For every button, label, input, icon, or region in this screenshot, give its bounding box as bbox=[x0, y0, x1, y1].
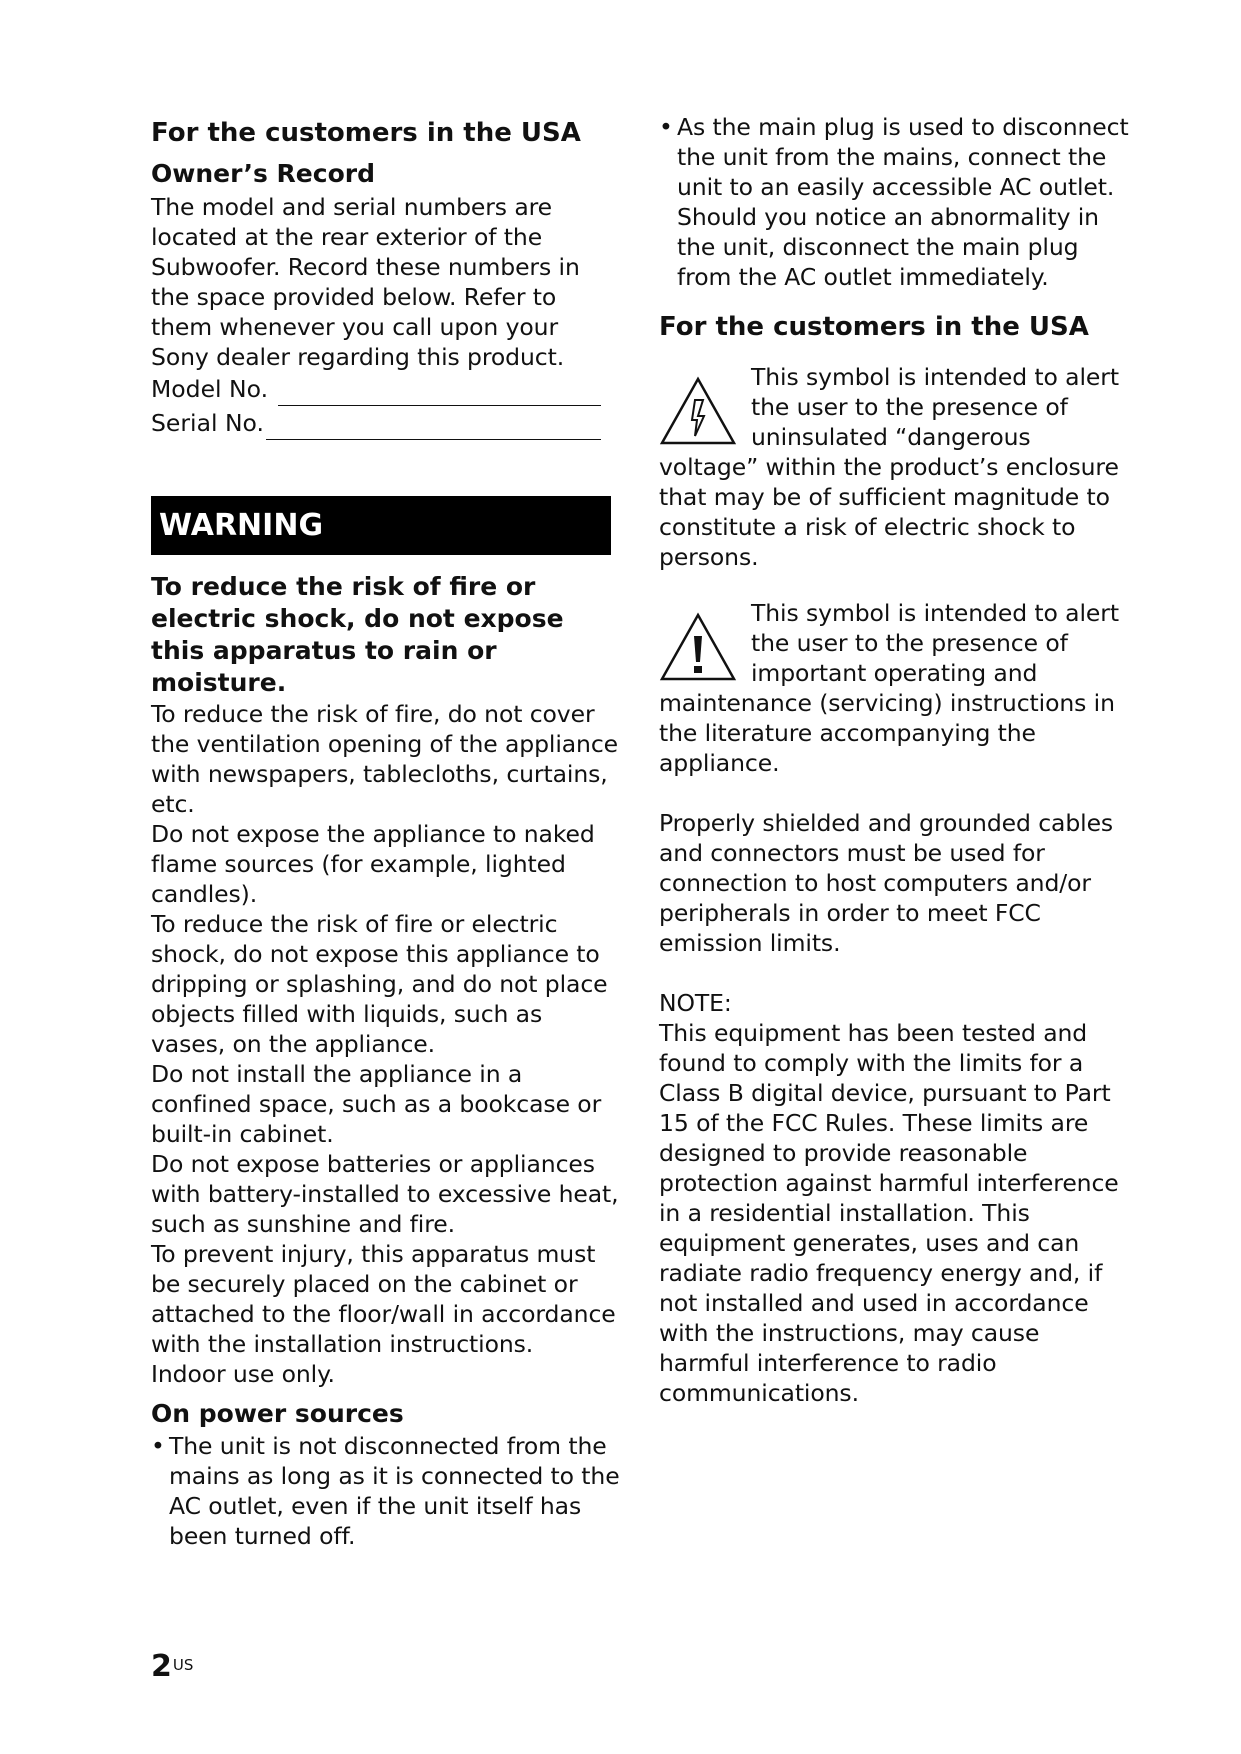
model-number-blank bbox=[278, 383, 601, 406]
warning-paragraph: Do not install the appliance in a confined space, such as a bookcase or built-in cabinet. bbox=[151, 1060, 602, 1148]
serial-number-blank bbox=[266, 417, 601, 440]
voltage-symbol-description: This symbol is intended to alert the user to the presence of uninsulated “dangerous voltage” within the product’s enclosure that may be of sufficient magnitude to constitute a risk of electric shock to persons. bbox=[659, 363, 1119, 571]
warning-paragraph: Do not expose the appliance to naked flame sources (for example, lighted candles). bbox=[151, 820, 595, 908]
bullet-dot: • bbox=[659, 113, 673, 141]
mains-bullet bbox=[659, 112, 1129, 292]
page-number-suffix: US bbox=[172, 1656, 194, 1674]
warning-banner: WARNING bbox=[151, 496, 611, 555]
serial-number-label: Serial No. bbox=[151, 409, 264, 437]
lightning-warning-icon bbox=[659, 376, 737, 446]
page-number-value: 2 bbox=[151, 1649, 172, 1684]
warning-paragraph: To reduce the risk of fire or electric shock, do not expose this appliance to dripping or splashing, and do not place objects filled with liquids, such as vases, on the appliance. bbox=[151, 910, 608, 1058]
exclamation-symbol-block bbox=[659, 598, 1129, 778]
left-column bbox=[151, 112, 621, 1551]
voltage-symbol-block bbox=[659, 362, 1129, 572]
usa-heading-right: For the customers in the USA bbox=[659, 312, 1089, 342]
owners-record-text: The model and serial numbers are located at the rear exterior of the Subwoofer. Record these numbers in the space provided below. Refer to them whenever you call upon your Sony dealer regarding this product. bbox=[151, 193, 580, 371]
owners-record-heading: Owner’s Record bbox=[151, 159, 375, 188]
page-number bbox=[151, 1649, 194, 1684]
power-bullet bbox=[151, 1431, 621, 1551]
exclamation-warning-icon bbox=[659, 612, 737, 682]
usa-heading-left: For the customers in the USA bbox=[151, 118, 581, 148]
warning-heading: To reduce the risk of fire or electric shock, do not expose this apparatus to rain or moisture. bbox=[151, 572, 564, 697]
warning-paragraph: Indoor use only. bbox=[151, 1360, 335, 1388]
cables-text: Properly shielded and grounded cables and connectors must be used for connection to host computers and/or peripherals in order to meet FCC emission limits. bbox=[659, 809, 1114, 957]
model-number-label: Model No. bbox=[151, 375, 269, 403]
mains-bullet-text: As the main plug is used to disconnect the unit from the mains, connect the unit to an easily accessible AC outlet. Should you notice an abnormality in the unit, disconnect the main plug from the AC outlet immediately. bbox=[677, 113, 1129, 291]
warning-paragraph: Do not expose batteries or appliances with battery-installed to excessive heat, such as sunshine and fire. bbox=[151, 1150, 619, 1238]
note-text: This equipment has been tested and found to comply with the limits for a Class B digital device, pursuant to Part 15 of the FCC Rules. These limits are designed to provide reasonable protection against harmful interference in a residential installation. This equipment generates, uses and can radiate radio frequency energy and, if not installed and used in accordance with the instructions, may cause harmful interference to radio communications. bbox=[659, 1019, 1119, 1407]
model-number-row bbox=[151, 372, 621, 406]
warning-paragraph: To prevent injury, this apparatus must be securely placed on the cabinet or attached to the floor/wall in accordance with the installation instructions. bbox=[151, 1240, 616, 1358]
right-column bbox=[659, 112, 1129, 1408]
power-sources-heading: On power sources bbox=[151, 1399, 404, 1428]
warning-paragraph: To reduce the risk of fire, do not cover the ventilation opening of the appliance with newspapers, tablecloths, curtains, etc. bbox=[151, 700, 619, 818]
exclamation-symbol-description: This symbol is intended to alert the user to the presence of important operating and maintenance (servicing) instructions in the literature accompanying the appliance. bbox=[659, 599, 1119, 777]
serial-number-row bbox=[151, 406, 621, 440]
note-label: NOTE: bbox=[659, 989, 732, 1017]
power-bullet-text: The unit is not disconnected from the mains as long as it is connected to the AC outlet, even if the unit itself has been turned off. bbox=[169, 1432, 620, 1550]
bullet-dot: • bbox=[151, 1432, 165, 1460]
